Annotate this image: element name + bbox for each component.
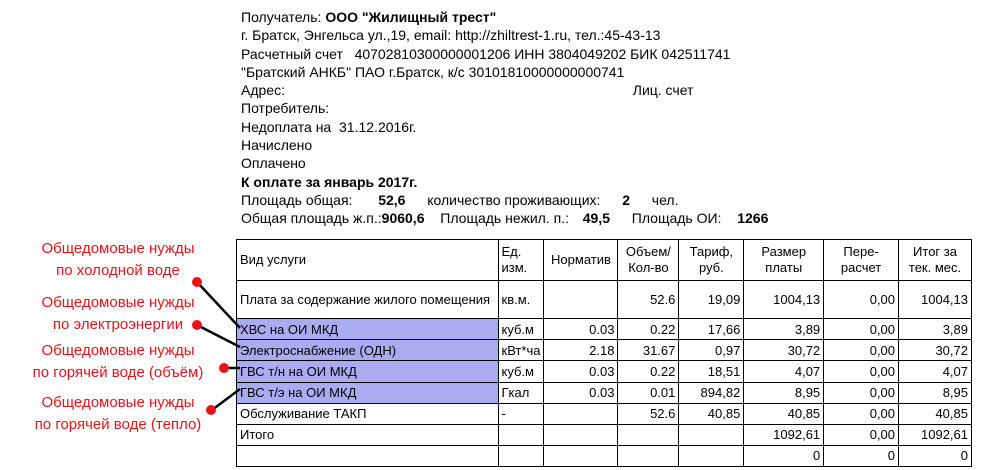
cell-amount: 3,89 xyxy=(744,319,824,340)
col-norm: Норматив xyxy=(544,240,618,281)
col-total: Итог за тек. мес. xyxy=(899,240,972,281)
cell-total: 30,72 xyxy=(899,340,972,361)
cell-tariff: 19,09 xyxy=(679,281,744,319)
area-total-value: 52,6 xyxy=(378,191,406,208)
annotation-dot xyxy=(192,320,202,330)
annotation-dot xyxy=(206,405,216,415)
personal-account-label: Лиц. счет xyxy=(632,82,694,99)
address-line: г. Братск, Энгельса ул.,19, email: http://zhiltrest-1.ru, тел.:45-43-13 xyxy=(241,27,661,44)
cell-volume: 0.22 xyxy=(618,361,679,382)
nonliving-label: Площадь нежил. п.: xyxy=(440,210,569,227)
cell-recalc: 0,00 xyxy=(824,281,899,319)
cell-recalc: 0,00 xyxy=(824,361,899,382)
cell-total: 4,07 xyxy=(899,361,972,382)
cell-recalc: 0,00 xyxy=(824,382,899,403)
due-title: К оплате за январь 2017г. xyxy=(241,173,418,190)
annotation-cold-water: Общедомовые нужды по холодной воде xyxy=(41,240,195,279)
cell-total: 40,85 xyxy=(899,403,972,424)
col-unit: Ед. изм. xyxy=(498,240,544,281)
residents-value: 2 xyxy=(622,191,630,208)
total-total: 1092,61 xyxy=(899,424,972,445)
cell-amount: 40,85 xyxy=(744,403,824,424)
cell-volume: 52.6 xyxy=(618,281,679,319)
underpaid-date: 31.12.2016г. xyxy=(339,118,417,135)
cell-service: Плата за содержание жилого помещения xyxy=(237,281,499,319)
connector-line xyxy=(197,325,240,347)
recipient-name: ООО "Жилищный трест" xyxy=(325,9,497,25)
cell-unit: Гкал xyxy=(498,382,544,403)
paid-label: Оплачено xyxy=(241,155,306,172)
cell-volume: 0.01 xyxy=(618,382,679,403)
cell-norm: 0.03 xyxy=(544,319,618,340)
annotation-hot-water-volume: Общедомовые нужды по горячей воде (объём) xyxy=(32,342,204,381)
cell-unit: кв.м. xyxy=(498,281,544,319)
cell-tariff: 18,51 xyxy=(679,361,744,382)
living-area-value: 9060,6 xyxy=(381,210,425,227)
col-tariff: Тариф, руб. xyxy=(679,240,744,281)
cell-amount: 30,72 xyxy=(744,340,824,361)
total-amount: 1092,61 xyxy=(744,424,824,445)
cell-norm: 0.03 xyxy=(544,361,618,382)
cell-amount: 8,95 xyxy=(744,382,824,403)
cell-total: 3,89 xyxy=(899,319,972,340)
cell-recalc: 0,00 xyxy=(824,340,899,361)
annotation-electricity: Общедомовые нужды по электроэнергии xyxy=(41,294,195,333)
connector-line xyxy=(212,389,240,410)
col-volume: Объем/ Кол-во xyxy=(618,240,679,281)
residents-label: количество проживающих: xyxy=(427,191,601,208)
cell-amount: 1004,13 xyxy=(744,281,824,319)
cell-unit: куб.м xyxy=(498,319,544,340)
col-service: Вид услуги xyxy=(237,240,499,281)
cell-service: Обслуживание ТАКП xyxy=(237,403,499,424)
account-label: Расчетный счет xyxy=(241,45,343,62)
cell-volume: 0.22 xyxy=(618,319,679,340)
annotation-dot xyxy=(192,277,202,287)
cell-volume: 31.67 xyxy=(618,340,679,361)
col-recalc: Пере- расчет xyxy=(824,240,899,281)
cell-service: ХВС на ОИ МКД xyxy=(237,319,499,340)
annotation-dot xyxy=(219,363,229,373)
charged-label: Начислено xyxy=(241,137,313,154)
cell-norm: 2.18 xyxy=(544,340,618,361)
consumer-label: Потребитель: xyxy=(241,100,330,117)
cell-recalc: 0,00 xyxy=(824,403,899,424)
cell-tariff: 0,97 xyxy=(679,340,744,361)
cell-tariff: 894,82 xyxy=(679,382,744,403)
col-amount: Размер платы xyxy=(744,240,824,281)
cell-norm: 0.03 xyxy=(544,382,618,403)
recipient-label: Получатель: xyxy=(241,9,322,25)
area-total-label: Площадь общая: xyxy=(241,191,353,208)
residents-unit: чел. xyxy=(651,191,679,208)
cell-unit: кВт*ча xyxy=(498,340,544,361)
oi-value: 1266 xyxy=(737,210,769,227)
cell-service: Электроснабжение (ОДН) xyxy=(237,340,499,361)
cell-unit: - xyxy=(498,403,544,424)
cell-volume: 52.6 xyxy=(618,403,679,424)
final-amount: 0 xyxy=(744,445,824,466)
client-address-label: Адрес: xyxy=(241,82,285,99)
cell-tariff: 40,85 xyxy=(679,403,744,424)
final-total: 0 xyxy=(899,445,972,466)
bank-line: "Братский АНКБ" ПАО г.Братск, к/с 30101810000000000741 xyxy=(241,63,625,80)
cell-service: ГВС т/н на ОИ МКД xyxy=(237,361,499,382)
nonliving-value: 49,5 xyxy=(582,210,610,227)
cell-service: ГВС т/э на ОИ МКД xyxy=(237,382,499,403)
total-recalc: 0,00 xyxy=(824,424,899,445)
annotation-hot-water-heat: Общедомовые нужды по горячей воде (тепло) xyxy=(34,394,202,433)
cell-tariff: 17,66 xyxy=(679,319,744,340)
cell-amount: 4,07 xyxy=(744,361,824,382)
cell-total: 8,95 xyxy=(899,382,972,403)
oi-label: Площадь ОИ: xyxy=(631,210,722,227)
final-recalc: 0 xyxy=(824,445,899,466)
connector-line xyxy=(197,282,240,328)
living-area-label: Общая площадь ж.п.: xyxy=(241,210,382,227)
account-value: 40702810300000001206 ИНН 3804049202 БИК 042511741 xyxy=(354,45,731,62)
cell-recalc: 0,00 xyxy=(824,319,899,340)
total-label: Итого xyxy=(237,424,499,445)
underpaid-label: Недоплата на xyxy=(241,118,332,135)
cell-total: 1004,13 xyxy=(899,281,972,319)
cell-unit: куб.м xyxy=(498,361,544,382)
